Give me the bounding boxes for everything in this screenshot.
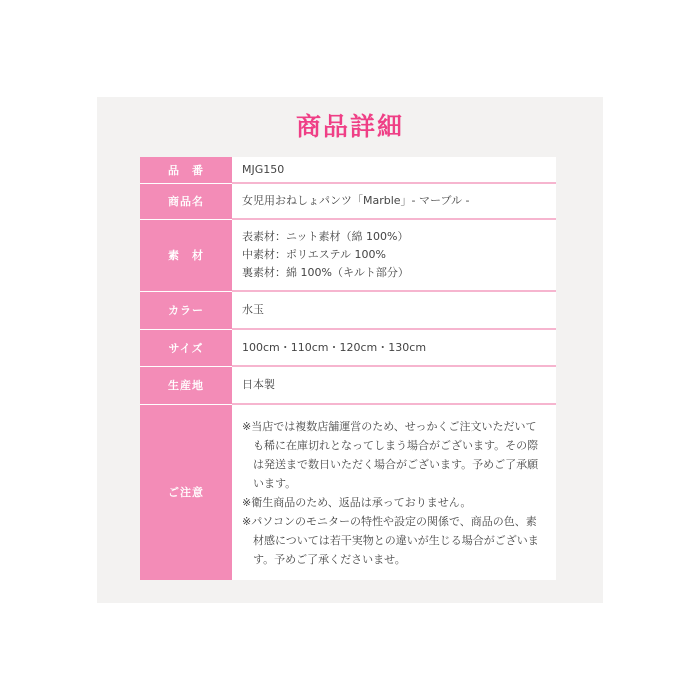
value-product-name: 女児用おねしょパンツ「Marble」- マーブル - xyxy=(232,183,556,219)
material-line: 中素材：ポリエステル 100% xyxy=(242,248,386,261)
value-notice xyxy=(232,404,556,580)
table-row xyxy=(140,219,556,291)
table-row xyxy=(140,291,556,329)
label-product-name: 商品名 xyxy=(140,183,232,219)
notice-item: ※衛生商品のため、返品は承っておりません。 xyxy=(242,495,472,509)
label-notice: ご注意 xyxy=(140,404,232,580)
label-product-number: 品 番 xyxy=(140,157,232,183)
notice-item: ※パソコンのモニターの特性や設定の関係で、商品の色、素材感については若干実物との違いが生じる場合がございます。予めご了承くださいませ。 xyxy=(242,514,539,566)
table-row xyxy=(140,157,556,183)
material-line: 表素材：ニット素材（綿 100%） xyxy=(242,230,409,243)
table-row xyxy=(140,404,556,580)
page-title: 商品詳細 xyxy=(295,112,404,141)
table-row xyxy=(140,329,556,366)
label-size: サイズ xyxy=(140,329,232,366)
table-row xyxy=(140,366,556,404)
spec-table xyxy=(140,157,556,580)
label-color: カラー xyxy=(140,291,232,329)
value-color: 水玉 xyxy=(232,291,556,329)
table-row xyxy=(140,183,556,219)
label-origin: 生産地 xyxy=(140,366,232,404)
product-details-panel xyxy=(97,97,603,603)
value-material xyxy=(232,219,556,291)
material-line: 裏素材：綿 100%（キルト部分） xyxy=(242,266,409,279)
value-size: 100cm・110cm・120cm・130cm xyxy=(232,329,556,366)
label-material: 素 材 xyxy=(140,219,232,291)
value-origin: 日本製 xyxy=(232,366,556,404)
notice-list xyxy=(242,417,546,569)
value-product-number: MJG150 xyxy=(232,157,556,183)
notice-item: ※当店では複数店舗運営のため、せっかくご注文いただいても稀に在庫切れとなってしまう場合がございます。その際は発送まで数日いただく場合がございます。予めご了承願います。 xyxy=(242,419,539,490)
